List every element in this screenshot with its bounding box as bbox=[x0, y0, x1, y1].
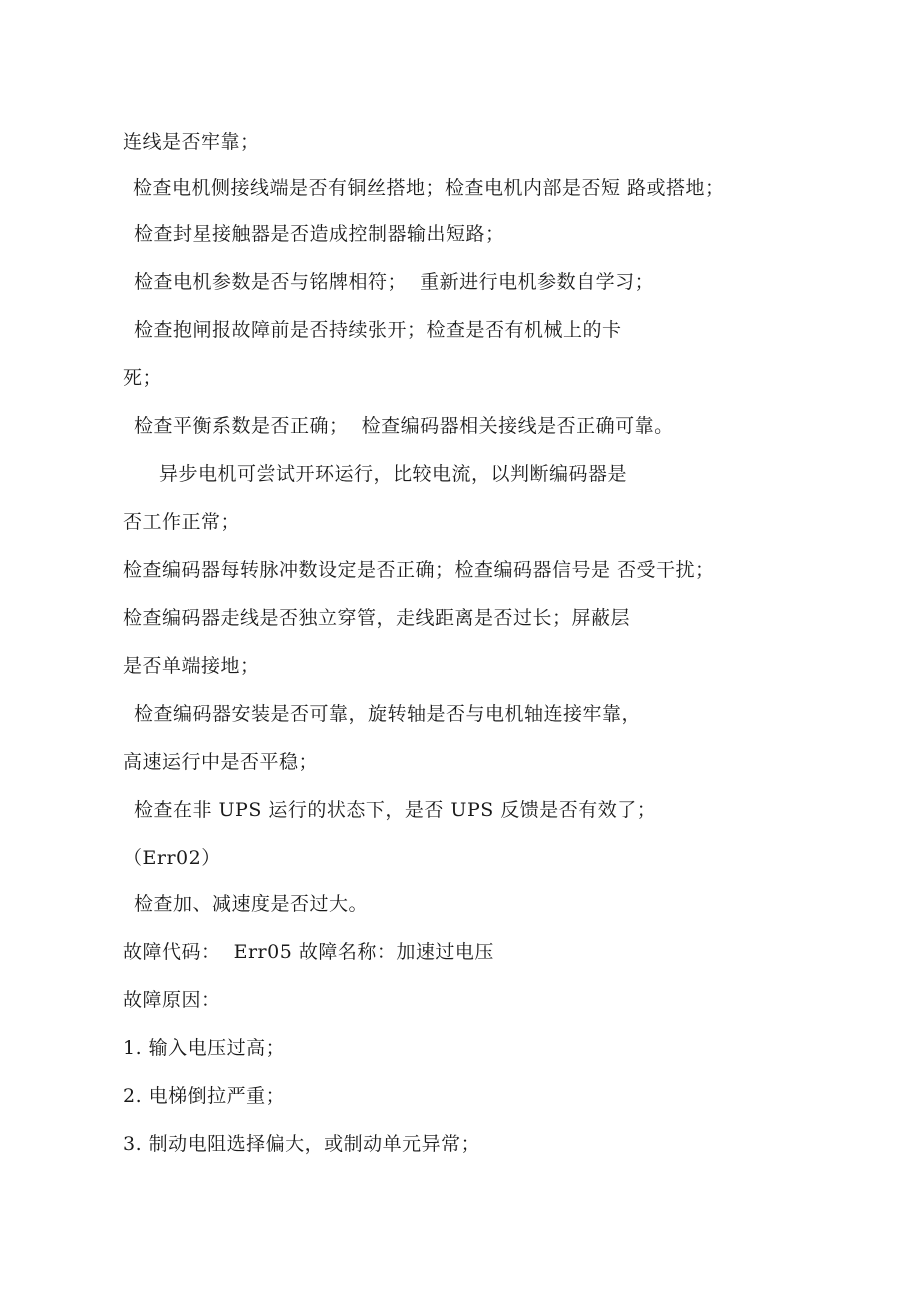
text-line-5: 检查抱闸报故障前是否持续张开；检查是否有机械上的卡 bbox=[134, 319, 622, 341]
text-line-14: 高速运行中是否平稳； bbox=[123, 751, 319, 773]
text-line-4: 检查电机参数是否与铭牌相符； 重新进行电机参数自学习； bbox=[134, 271, 655, 293]
text-line-13: 检查编码器安装是否可靠，旋转轴是否与电机轴连接牢靠， bbox=[134, 703, 642, 725]
text-line-1: 连线是否牢靠； bbox=[123, 131, 260, 153]
text-line-12: 是否单端接地； bbox=[123, 655, 260, 677]
text-line-6: 死； bbox=[123, 367, 163, 389]
text-line-22: 3. 制动电阻选择偏大，或制动单元异常； bbox=[123, 1133, 481, 1155]
text-line-10: 检查编码器每转脉冲数设定是否正确；检查编码器信号是 否受干扰； bbox=[123, 559, 715, 581]
text-line-15: 检查在非 UPS 运行的状态下，是否 UPS 反馈是否有效了； bbox=[134, 799, 657, 821]
text-line-8: 异步电机可尝试开环运行，比较电流，以判断编码器是 bbox=[159, 463, 628, 485]
text-line-17: 检查加、减速度是否过大。 bbox=[134, 893, 369, 915]
text-line-18: 故障代码： Err05 故障名称：加速过电压 bbox=[123, 941, 494, 963]
text-line-9: 否工作正常； bbox=[123, 511, 241, 533]
text-line-2: 检查电机侧接线端是否有铜丝搭地；检查电机内部是否短 路或搭地； bbox=[133, 177, 725, 199]
text-line-20: 1. 输入电压过高； bbox=[123, 1037, 286, 1059]
text-line-11: 检查编码器走线是否独立穿管，走线距离是否过长；屏蔽层 bbox=[123, 607, 631, 629]
text-line-19: 故障原因： bbox=[123, 989, 221, 1011]
text-line-3: 检查封星接触器是否造成控制器输出短路； bbox=[134, 223, 505, 245]
text-line-16: （Err02） bbox=[123, 847, 221, 869]
text-line-21: 2. 电梯倒拉严重； bbox=[123, 1085, 286, 1107]
text-line-7: 检查平衡系数是否正确； 检查编码器相关接线是否正确可靠。 bbox=[134, 415, 674, 437]
